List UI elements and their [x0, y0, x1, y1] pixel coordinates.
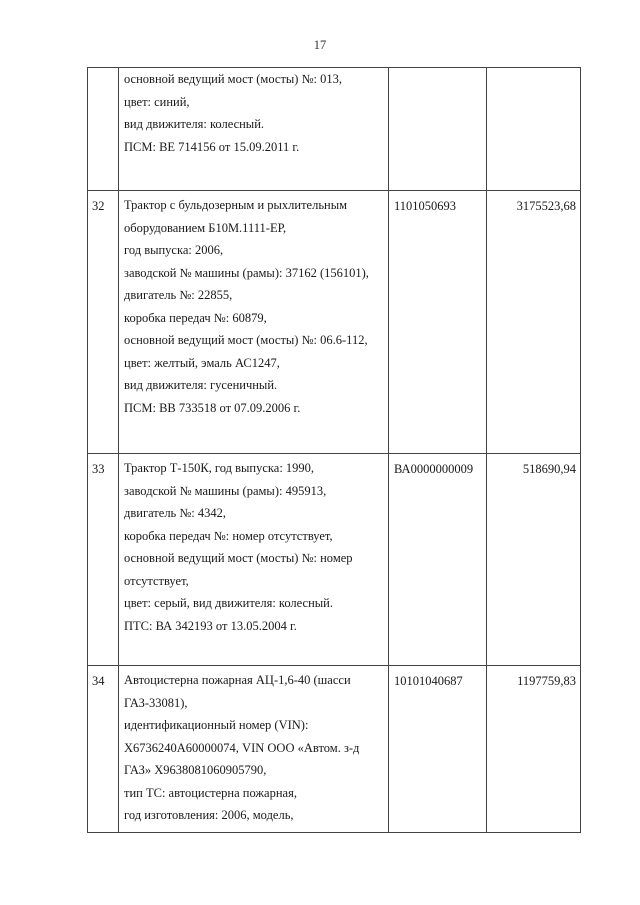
description-line: основной ведущий мост (мосты) №: номер — [124, 551, 353, 565]
description-line: ПСМ: ВВ 733518 от 07.09.2006 г. — [124, 400, 301, 415]
description-line: вид движителя: колесный. — [124, 117, 265, 131]
row-description — [119, 191, 389, 454]
description-line: заводской № машины (рамы): 495913, — [124, 483, 327, 498]
description-line: Трактор с бульдозерным и рыхлительным — [124, 198, 348, 212]
row-description — [119, 68, 389, 191]
description-line: двигатель №: 22855, — [124, 288, 233, 302]
description-line: Автоцистерна пожарная АЦ-1,6-40 (шасси — [124, 673, 351, 687]
book-value: 3175523,68 — [487, 191, 581, 454]
description-line: цвет: серый, вид движителя: колесный. — [124, 596, 333, 610]
row-description — [119, 454, 389, 666]
description-line: коробка передач №: 60879, — [124, 310, 267, 325]
description-line: идентификационный номер (VIN): — [124, 718, 309, 732]
description-line: отсутствует, — [124, 573, 189, 588]
table-row — [88, 68, 581, 191]
table-row — [88, 666, 581, 833]
row-number: 34 — [88, 666, 119, 833]
book-value: 1197759,83 — [487, 666, 581, 833]
description-line: ГАЗ» Х9638081060905790, — [124, 763, 267, 777]
table-row — [88, 191, 581, 454]
description-line: основной ведущий мост (мосты) №: 013, — [124, 72, 342, 86]
description-line: Х6736240А60000074, VIN ООО «Автом. з-д — [124, 740, 360, 755]
row-description — [119, 666, 389, 833]
row-number — [88, 68, 119, 191]
inventory-number: 10101040687 — [389, 666, 487, 833]
table-row — [88, 454, 581, 666]
row-number: 33 — [88, 454, 119, 666]
description-line: тип ТС: автоцистерна пожарная, — [124, 785, 297, 800]
book-value: 518690,94 — [487, 454, 581, 666]
description-line: основной ведущий мост (мосты) №: 06.6-112, — [124, 333, 368, 347]
inventory-number: ВА0000000009 — [389, 454, 487, 666]
description-line: год изготовления: 2006, модель, — [124, 808, 294, 822]
description-line: ПТС: ВА 342193 от 13.05.2004 г. — [124, 618, 297, 633]
book-value — [487, 68, 581, 191]
description-line: двигатель №: 4342, — [124, 506, 227, 520]
description-line: Трактор Т-150К, год выпуска: 1990, — [124, 461, 315, 475]
description-line: ПСМ: ВЕ 714156 от 15.09.2011 г. — [124, 139, 300, 154]
description-line: цвет: желтый, эмаль АС1247, — [124, 355, 280, 370]
description-line: коробка передач №: номер отсутствует, — [124, 528, 333, 543]
description-line: заводской № машины (рамы): 37162 (156101), — [124, 265, 369, 280]
property-table — [87, 67, 581, 833]
inventory-number — [389, 68, 487, 191]
page-number: 17 — [313, 38, 327, 52]
description-line: вид движителя: гусеничный. — [124, 378, 278, 392]
inventory-number: 1101050693 — [389, 191, 487, 454]
description-line: ГАЗ-33081), — [124, 695, 188, 710]
description-line: оборудованием Б10М.1111-ЕР, — [124, 220, 287, 235]
description-line: год выпуска: 2006, — [124, 243, 224, 257]
description-line: цвет: синий, — [124, 94, 190, 109]
row-number: 32 — [88, 191, 119, 454]
